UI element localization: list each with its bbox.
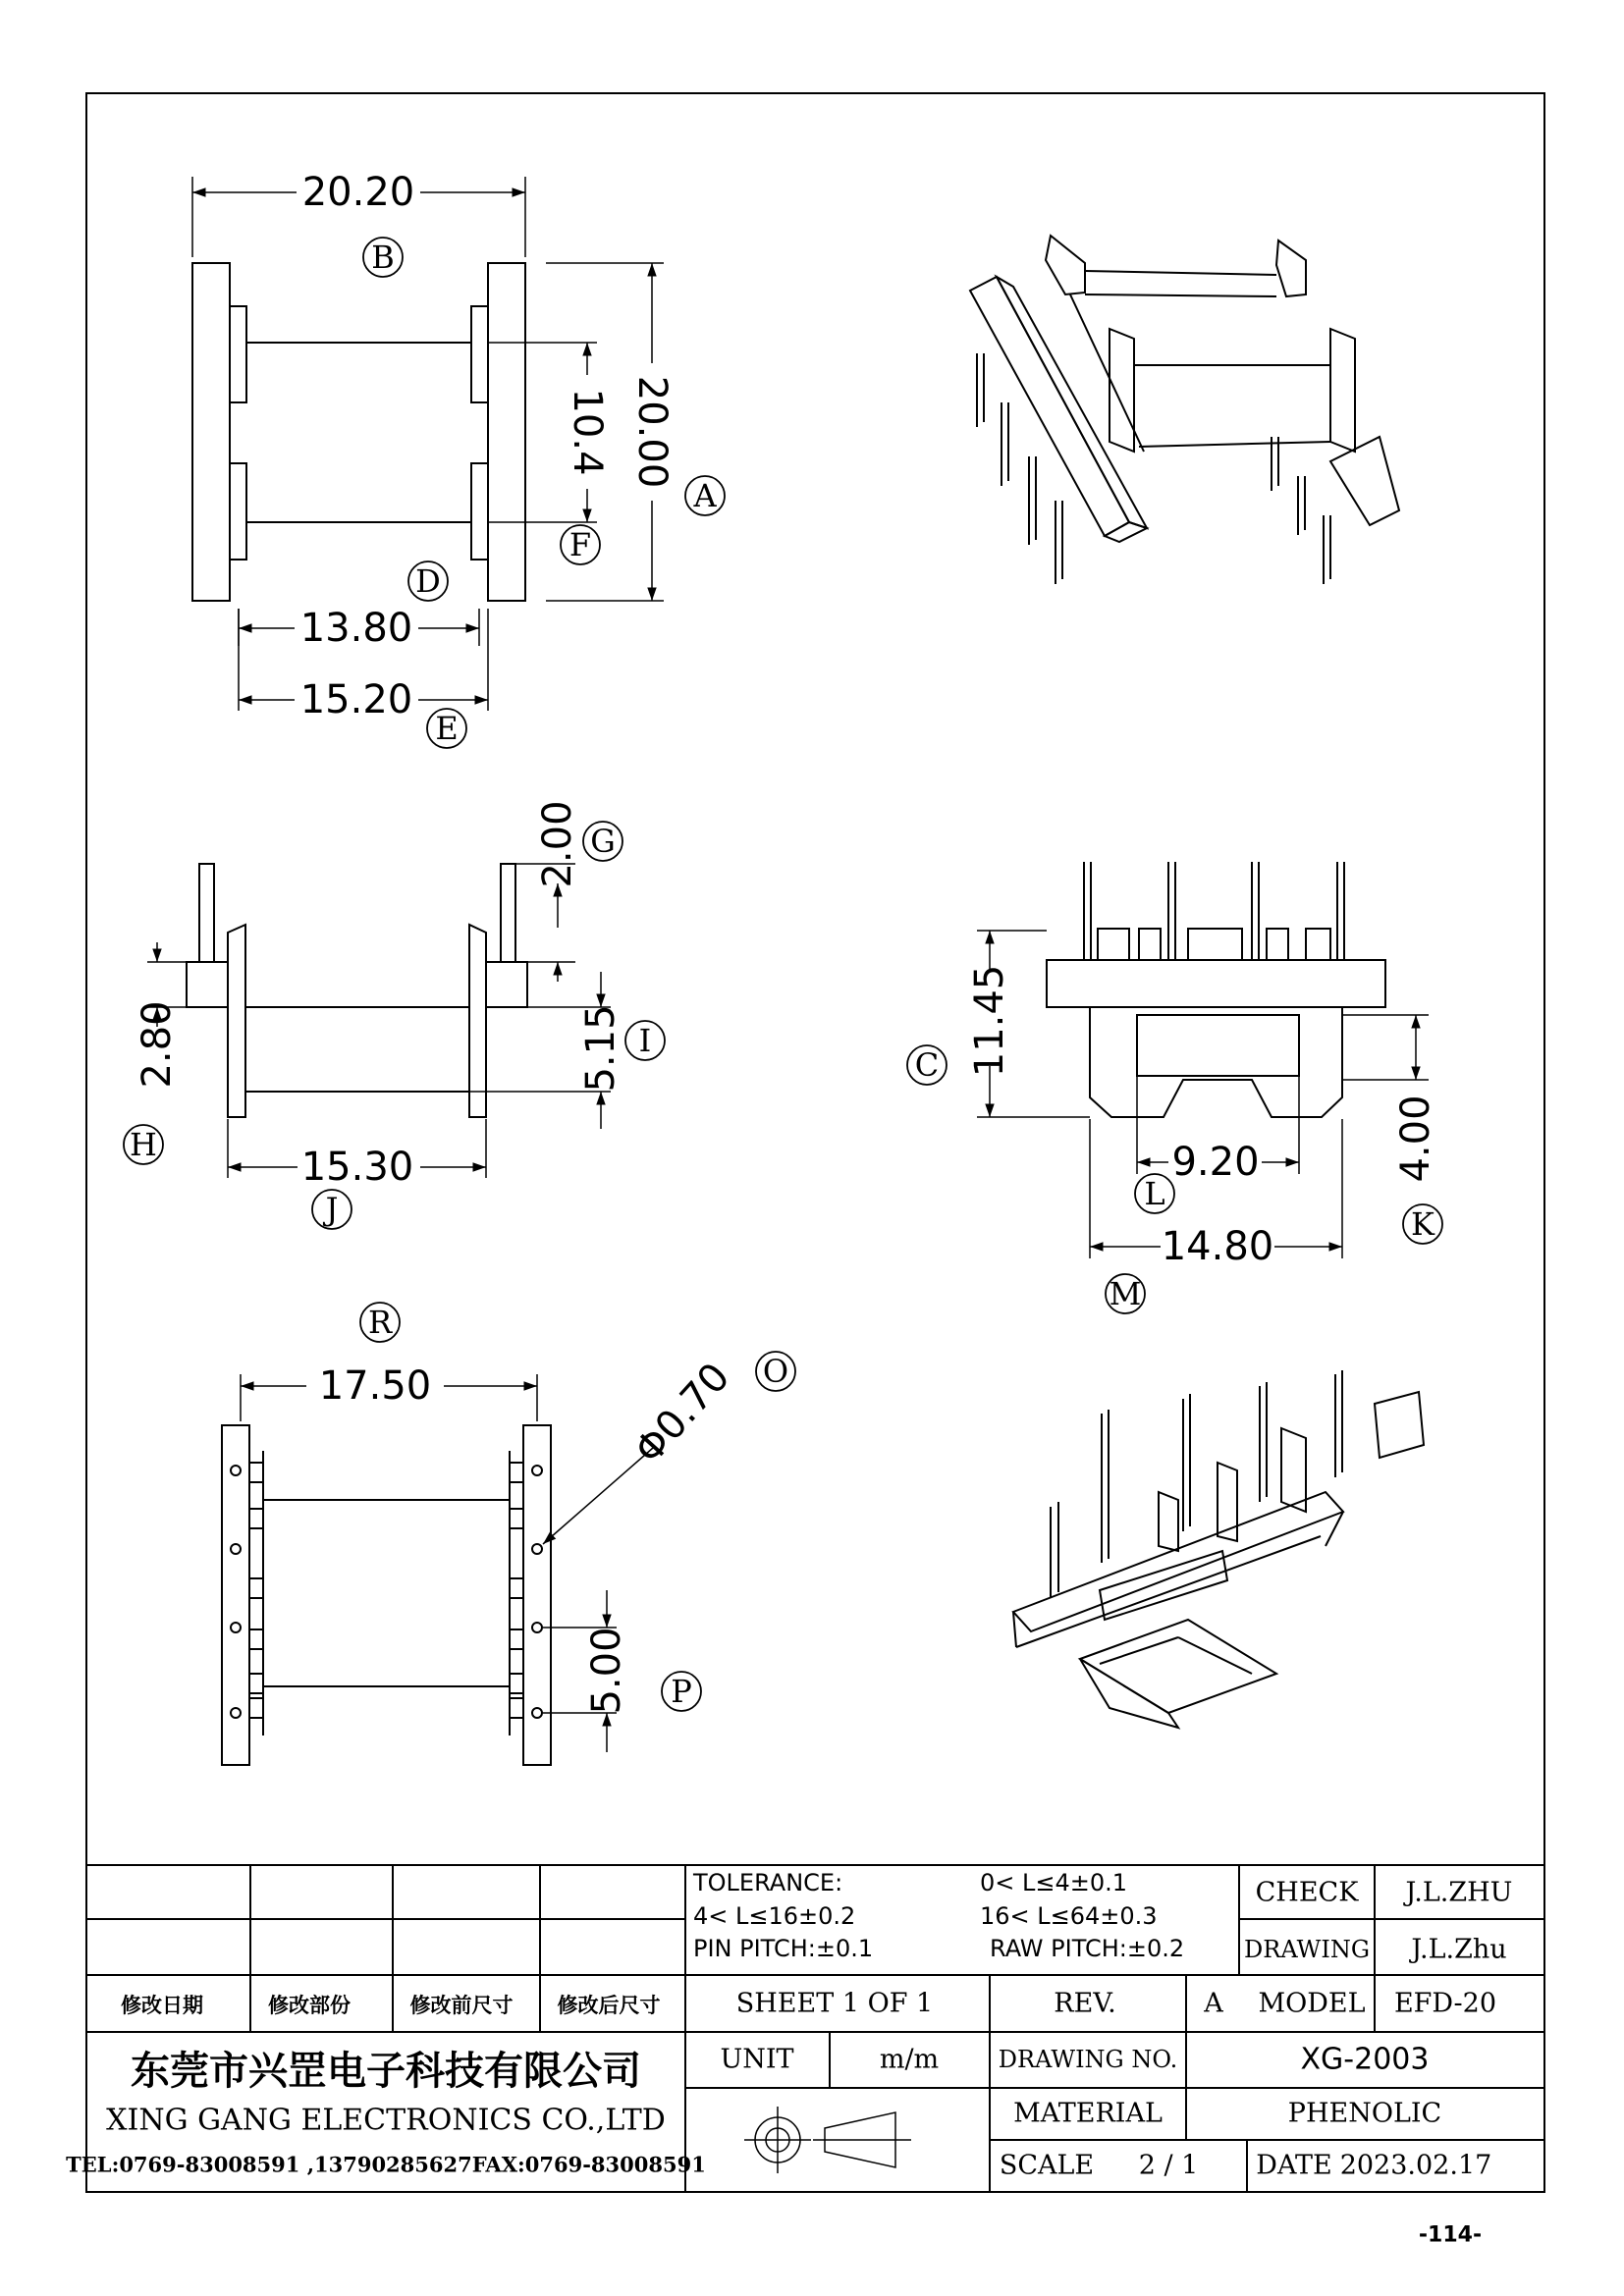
model-label: MODEL (1258, 1988, 1366, 2019)
label-k: K (1411, 1205, 1435, 1243)
dim-front-height: 11.45 (967, 964, 1012, 1078)
date-value: 2023.02.17 (1339, 2150, 1492, 2181)
rev-header-part: 修改部份 (268, 1994, 351, 2017)
model-value: EFD-20 (1393, 1988, 1497, 2019)
iso-view-top (970, 236, 1399, 584)
check-value: J.L.ZHU (1405, 1877, 1513, 1908)
page-number: -114- (1418, 2222, 1483, 2248)
iso-view-bottom (1013, 1370, 1424, 1728)
raw-pitch-tolerance: RAW PITCH:±0.2 (990, 1935, 1185, 1962)
drawing-no-label: DRAWING NO. (998, 2046, 1178, 2073)
dim-bottom-width: 17.50 (318, 1363, 432, 1409)
label-o: O (762, 1353, 789, 1390)
tolerance-3: 16< L≤64±0.3 (980, 1902, 1158, 1930)
dim-outer-width: 15.20 (299, 677, 413, 722)
dim-inner-height: 10.4 (565, 388, 610, 476)
company-name-en: XING GANG ELECTRONICS CO.,LTD (106, 2103, 666, 2138)
scale-value: 2 / 1 (1138, 2150, 1199, 2181)
material-label: MATERIAL (1013, 2098, 1163, 2129)
dim-side-h: 2.80 (135, 1000, 180, 1089)
material-value: PHENOLIC (1287, 2098, 1442, 2129)
dim-pin-length: 2.00 (535, 800, 580, 888)
label-p: P (671, 1673, 692, 1710)
tolerance-label: TOLERANCE: (693, 1869, 843, 1896)
company-contact: TEL:0769-83008591 ,13790285627FAX:0769-83008591 (66, 2152, 706, 2177)
tolerance-2: 4< L≤16±0.2 (693, 1902, 856, 1930)
label-r: R (367, 1304, 393, 1341)
label-a: A (693, 477, 717, 514)
label-e: E (435, 710, 459, 747)
drawing-no-value: XG-2003 (1300, 2042, 1430, 2077)
rev-value: A (1204, 1988, 1223, 2019)
pin-pitch-tolerance: PIN PITCH:±0.1 (693, 1935, 874, 1962)
sheet-info: SHEET 1 OF 1 (735, 1988, 934, 2019)
scale-label: SCALE (999, 2150, 1095, 2181)
dim-top-height: 20.00 (629, 375, 675, 489)
label-d: D (415, 562, 441, 600)
front-view (977, 862, 1429, 1258)
unit-label: UNIT (720, 2044, 794, 2075)
label-l: L (1144, 1175, 1165, 1212)
side-view (147, 864, 611, 1178)
label-g: G (590, 823, 616, 860)
dim-pin-pitch: 5.00 (584, 1627, 629, 1715)
dim-top-width: 20.20 (301, 170, 415, 215)
date-label: DATE (1256, 2150, 1332, 2181)
label-j: J (325, 1191, 339, 1228)
label-h: H (130, 1126, 157, 1163)
rev-header-before: 修改前尺寸 (409, 1994, 514, 2017)
rev-header-after: 修改后尺寸 (557, 1994, 661, 2017)
dim-front-core-depth: 4.00 (1393, 1095, 1438, 1183)
rev-header-date: 修改日期 (121, 1994, 203, 2017)
dim-side-core: 5.15 (578, 1004, 623, 1093)
company-name-cn: 东莞市兴罡电子科技有限公司 (131, 2049, 641, 2094)
unit-value: m/m (879, 2044, 940, 2075)
dim-pin-dia: Φ0.70 (625, 1354, 739, 1473)
label-m: M (1109, 1275, 1142, 1312)
label-c: C (914, 1046, 940, 1084)
label-i: I (638, 1022, 652, 1059)
check-label: CHECK (1255, 1877, 1359, 1908)
projection-symbol-icon (744, 2107, 911, 2173)
rev-label: REV. (1054, 1988, 1116, 2019)
drawing-label: DRAWING (1244, 1936, 1370, 1963)
dim-inner-width: 13.80 (299, 606, 413, 651)
dim-side-width: 15.30 (300, 1145, 414, 1190)
dim-front-core-width: 9.20 (1171, 1140, 1260, 1185)
label-b: B (371, 239, 395, 276)
circled-labels (124, 238, 1442, 1711)
drawing-value: J.L.Zhu (1411, 1934, 1507, 1965)
dim-front-width: 14.80 (1161, 1224, 1274, 1269)
tolerance-1: 0< L≤4±0.1 (980, 1869, 1128, 1896)
label-f: F (568, 526, 592, 563)
